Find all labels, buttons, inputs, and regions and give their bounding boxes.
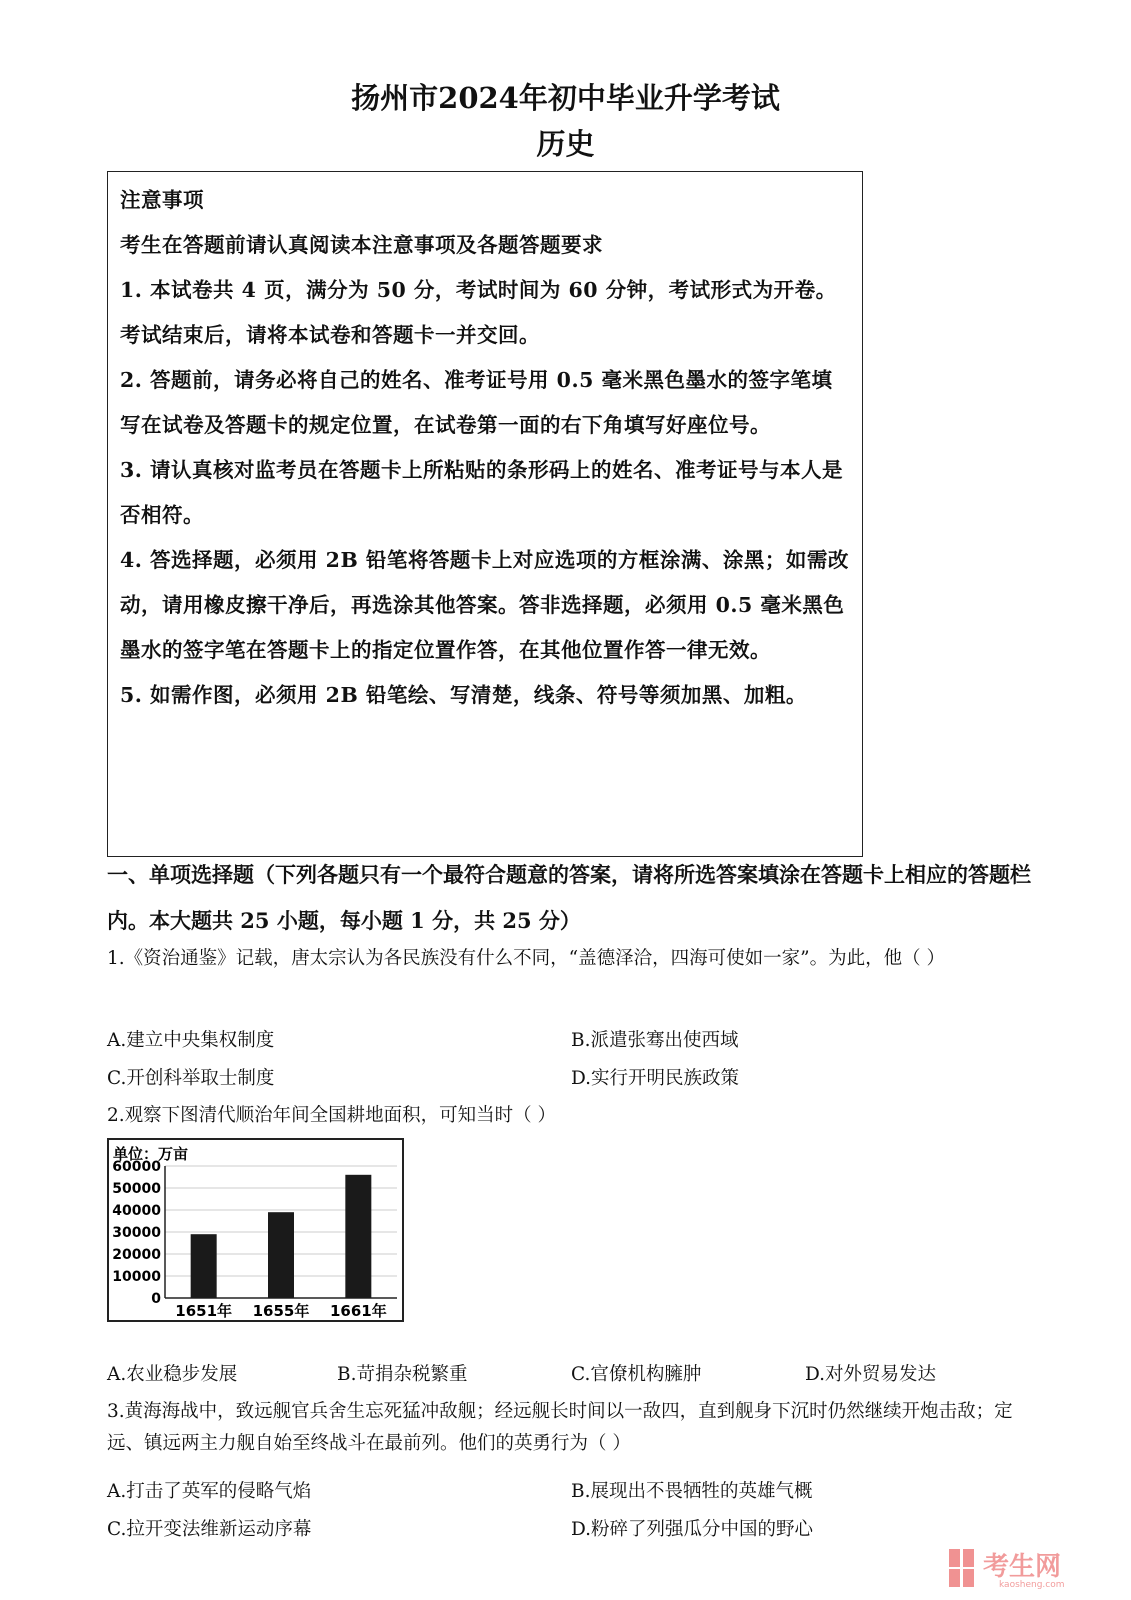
y-tick-label: 0: [151, 1291, 161, 1307]
y-tick-label: 10000: [112, 1269, 161, 1285]
notice-item-3: 3. 请认真核对监考员在答题卡上所粘贴的条形码上的姓名、准考证号与本人是否相符。: [120, 458, 844, 527]
notice-item-5: 5. 如需作图，必须用 2B 铅笔绘、写清楚，线条、符号等须加黑、加粗。: [120, 683, 807, 707]
farmland-bar-chart: [107, 1138, 404, 1322]
x-tick-label: 1661年: [329, 1302, 387, 1320]
notice-item-4: 4. 答选择题，必须用 2B 铅笔将答题卡上对应选项的方框涂满、涂黑；如需改动，请用橡皮擦干净后，再选涂其他答案。答非选择题，必须用 0.5 毫米黑色墨水的签字笔在答题卡上的指定位置作答，在其他位置作答一律无效。: [120, 548, 849, 662]
bar-1655年: [268, 1212, 294, 1298]
q2-option-d: D.对外贸易发达: [805, 1364, 937, 1385]
section-heading: 一、单项选择题（下列各题只有一个最符合题意的答案，请将所选答案填涂在答题卡上相应的答题栏内。本大题共 25 小题，每小题 1 分，共 25 分）: [107, 862, 1031, 933]
notice-item-1: 1. 本试卷共 4 页，满分为 50 分，考试时间为 60 分钟，考试形式为开卷。考试结束后，请将本试卷和答题卡一并交回。: [120, 278, 837, 347]
logo-mark-icon: [949, 1549, 974, 1587]
logo-subtext: kaosheng.com: [999, 1580, 1065, 1589]
bar-1661年: [345, 1175, 371, 1298]
q2-option-b: B.苛捐杂税繁重: [337, 1364, 468, 1385]
bar-1651年: [191, 1234, 217, 1298]
q3-option-d: D.粉碎了列强瓜分中国的野心: [571, 1519, 814, 1540]
exam-title: 扬州市2024年初中毕业升学考试: [351, 81, 780, 115]
y-tick-label: 40000: [112, 1203, 161, 1219]
q3-option-b: B.展现出不畏牺牲的英雄气概: [571, 1481, 813, 1502]
x-tick-label: 1651年: [175, 1302, 233, 1320]
subject-title: 历史: [536, 127, 595, 161]
y-tick-label: 60000: [112, 1159, 161, 1175]
q1-option-d: D.实行开明民族政策: [571, 1068, 740, 1089]
notice-item-2: 2. 答题前，请务必将自己的姓名、准考证号用 0.5 毫米黑色墨水的签字笔填写在试卷及答题卡的规定位置，在试卷第一面的右下角填写好座位号。: [120, 368, 833, 437]
question-1-stem: 1.《资治通鉴》记载，唐太宗认为各民族没有什么不同，“盖德泽洽，四海可使如一家”。为此，他（ ）: [107, 948, 945, 969]
y-tick-label: 50000: [112, 1181, 161, 1197]
notice-intro: 考生在答题前请认真阅读本注意事项及各题答题要求: [120, 233, 603, 257]
q1-option-b: B.派遣张骞出使西域: [571, 1030, 739, 1051]
x-tick-label: 1655年: [252, 1302, 310, 1320]
q3-option-c: C.拉开变法维新运动序幕: [107, 1519, 312, 1540]
question-2-stem: 2.观察下图清代顺治年间全国耕地面积，可知当时（ ）: [107, 1105, 557, 1126]
y-tick-label: 30000: [112, 1225, 161, 1241]
notice-heading: 注意事项: [120, 188, 204, 212]
q2-option-a: A.农业稳步发展: [107, 1364, 238, 1385]
q2-option-c: C.官僚机构臃肿: [571, 1364, 702, 1385]
question-3-stem: 3.黄海海战中，致远舰官兵舍生忘死猛冲敌舰；经远舰长时间以一敌四，直到舰身下沉时仍然继续开炮击敌；定远、镇远两主力舰自始至终战斗在最前列。他们的英勇行为（ ）: [107, 1401, 1013, 1454]
notice-box: [107, 171, 863, 857]
q1-option-c: C.开创科举取士制度: [107, 1068, 275, 1089]
q3-option-a: A.打击了英军的侵略气焰: [107, 1481, 312, 1502]
q1-option-a: A.建立中央集权制度: [107, 1030, 275, 1051]
logo-text: 考生网: [983, 1552, 1062, 1582]
kaosheng-logo: [947, 1547, 1117, 1589]
y-tick-label: 20000: [112, 1247, 161, 1263]
chart-unit-label: 单位：万亩: [113, 1145, 189, 1163]
